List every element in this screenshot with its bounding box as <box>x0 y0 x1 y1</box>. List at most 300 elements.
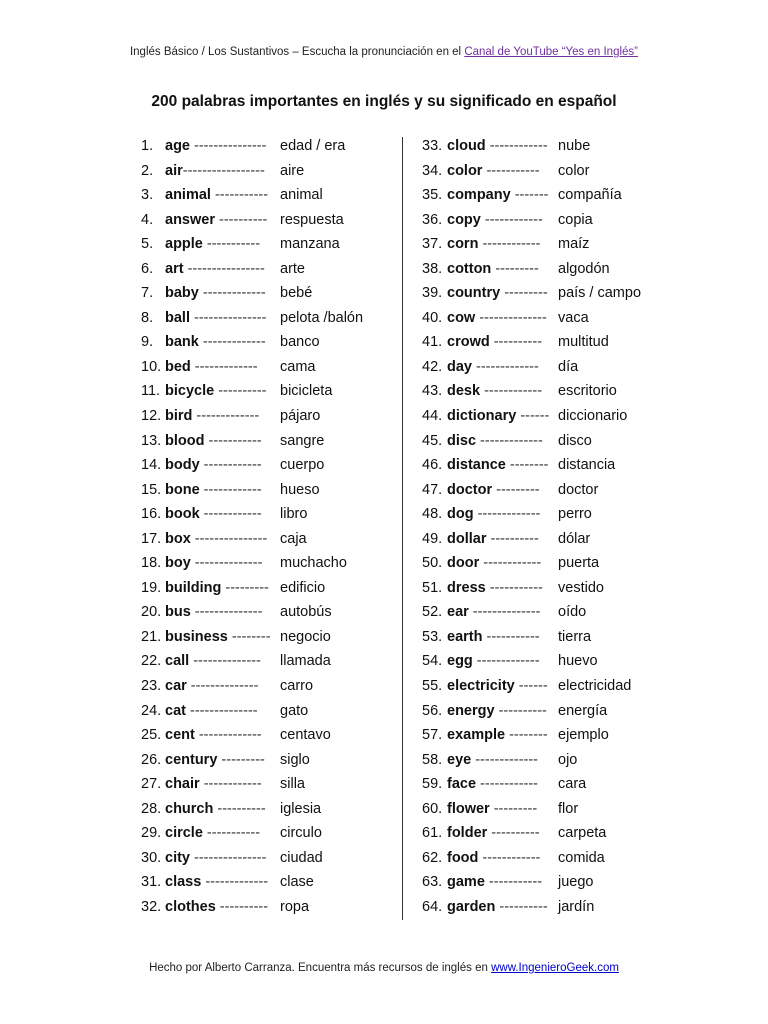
vocab-row <box>422 330 609 355</box>
vocab-separator: -------- <box>227 628 271 645</box>
vocab-word: body <box>165 457 200 474</box>
vocab-word: answer <box>165 211 215 228</box>
vocab-word: animal <box>165 187 211 204</box>
vocab-translation: carro <box>280 678 314 695</box>
vocab-word: energy <box>447 702 495 719</box>
vocab-number: 37. <box>422 236 443 253</box>
vocab-separator: ------------- <box>190 358 258 375</box>
vocab-row <box>422 821 607 846</box>
vocab-separator: ------------ <box>478 849 541 866</box>
vocab-translation: diccionario <box>558 408 628 425</box>
vocab-number: 56. <box>422 702 443 719</box>
vocab-separator: ----------------- <box>182 162 265 179</box>
vocab-separator: ------------- <box>476 432 543 449</box>
vocab-row <box>141 379 333 404</box>
vocab-word: box <box>165 530 191 547</box>
vocab-number: 6. <box>141 260 154 277</box>
vocab-separator: ------------ <box>478 236 541 253</box>
vocab-number: 17. <box>141 530 162 547</box>
vocab-number: 11. <box>141 383 161 400</box>
vocab-number: 22. <box>141 653 162 670</box>
vocab-row <box>141 576 326 601</box>
vocab-number: 47. <box>422 481 443 498</box>
vocab-word: cow <box>447 309 476 326</box>
vocab-separator: ------ <box>514 678 548 695</box>
vocab-number: 38. <box>422 260 443 277</box>
vocab-word: circle <box>165 825 203 842</box>
vocab-number: 25. <box>141 727 162 744</box>
vocab-translation: clase <box>280 874 314 891</box>
vocab-separator: -------------- <box>190 555 263 572</box>
vocab-row <box>422 429 592 454</box>
vocab-separator: -------------- <box>186 678 259 695</box>
vocab-word: boy <box>165 555 191 572</box>
vocab-row <box>422 551 600 576</box>
vocab-translation: bicicleta <box>280 383 333 400</box>
vocab-word: century <box>165 751 218 768</box>
vocab-number: 64. <box>422 898 443 915</box>
vocab-row <box>141 674 314 699</box>
vocab-translation: libro <box>280 506 308 523</box>
vocab-translation: llamada <box>280 653 331 670</box>
vocab-word: flower <box>447 800 490 817</box>
vocab-separator: ------------- <box>198 285 266 302</box>
vocab-row <box>422 208 593 233</box>
vocab-row <box>422 502 592 527</box>
vocab-translation: nube <box>558 138 591 154</box>
vocab-separator: ---------- <box>486 530 539 547</box>
vocab-translation: cama <box>280 358 316 375</box>
vocab-word: egg <box>447 653 473 670</box>
vocab-word: bed <box>165 358 191 375</box>
vocab-translation: energía <box>558 702 608 719</box>
vocab-row <box>141 134 346 159</box>
vocab-separator: ---------- <box>495 898 548 915</box>
vocab-separator: ---------- <box>215 898 269 915</box>
vocab-separator: --------- <box>217 751 265 768</box>
vocab-separator: ------------- <box>471 751 539 768</box>
vocab-translation: arte <box>280 260 305 277</box>
vocab-row <box>422 355 579 380</box>
vocab-number: 35. <box>422 187 443 204</box>
vocab-word: chair <box>165 776 200 793</box>
vocab-number: 46. <box>422 457 443 474</box>
vocab-row <box>141 330 320 355</box>
vocab-separator: ---------- <box>494 702 547 719</box>
vocab-number: 1. <box>141 138 154 154</box>
vocab-translation: copia <box>558 211 593 228</box>
vocab-translation: siglo <box>280 751 310 768</box>
vocab-word: ear <box>447 604 469 621</box>
vocab-word: color <box>447 162 483 179</box>
youtube-channel-link[interactable]: Canal de YouTube “Yes en Inglés” <box>464 46 639 58</box>
vocab-number: 57. <box>422 727 443 744</box>
page-footer <box>0 962 768 974</box>
vocab-word: face <box>447 776 477 793</box>
vocab-separator: ----------- <box>202 825 261 842</box>
vocab-number: 52. <box>422 604 443 621</box>
vocab-translation: cara <box>558 776 587 793</box>
vocab-translation: hueso <box>280 481 320 498</box>
vocab-separator: ---------- <box>214 211 268 228</box>
vocab-word: corn <box>447 236 479 253</box>
vocab-row <box>422 674 632 699</box>
vocab-word: day <box>447 358 472 375</box>
vocab-row <box>422 159 590 184</box>
vocab-separator: --------- <box>221 579 269 596</box>
vocab-word: example <box>447 727 506 744</box>
vocab-number: 60. <box>422 800 443 817</box>
vocab-number: 58. <box>422 751 443 768</box>
vocab-row <box>141 772 305 797</box>
page-title: 200 palabras importantes en inglés y su significado en español <box>151 93 617 110</box>
vocab-translation: distancia <box>558 457 616 474</box>
vocab-word: art <box>165 260 184 277</box>
vocab-row <box>141 748 310 773</box>
vocab-translation: iglesia <box>280 800 322 817</box>
vocab-translation: disco <box>558 432 592 449</box>
vocab-word: company <box>447 187 511 204</box>
vocab-separator: ------------- <box>472 358 539 375</box>
vocab-separator: ---------- <box>489 334 543 351</box>
vocab-translation: doctor <box>558 481 599 498</box>
vocab-separator: ------------- <box>472 653 540 670</box>
vocab-number: 12. <box>141 408 162 425</box>
vocab-word: desk <box>447 383 481 400</box>
vocab-word: bone <box>165 481 200 498</box>
vocab-row <box>422 478 599 503</box>
vocab-word: country <box>447 285 501 302</box>
vocab-word: ball <box>165 309 190 326</box>
vocab-row <box>422 649 598 674</box>
vocab-translation: huevo <box>558 653 598 670</box>
vocab-translation: caja <box>280 530 307 547</box>
vocab-row <box>141 208 344 233</box>
vocab-separator: ----------- <box>484 874 543 891</box>
vocab-translation: ciudad <box>280 849 323 866</box>
vocab-row <box>141 895 310 920</box>
vocab-number: 44. <box>422 408 443 425</box>
vocab-word: bicycle <box>165 383 215 400</box>
vocab-number: 34. <box>422 162 443 179</box>
vocab-row <box>422 281 642 306</box>
vocab-row <box>141 183 323 208</box>
vocab-separator: ---------- <box>214 383 267 400</box>
vocab-separator: ---------- <box>213 800 266 817</box>
vocab-row <box>141 502 308 527</box>
vocab-word: door <box>447 555 480 572</box>
vocab-word: city <box>165 849 190 866</box>
vocab-row <box>422 527 591 552</box>
vocab-translation: carpeta <box>558 825 607 842</box>
footer-text: Hecho por Alberto Carranza. Encuentra más recursos de inglés en <box>149 962 492 974</box>
vocab-word: call <box>165 653 190 670</box>
vocab-number: 7. <box>141 285 154 302</box>
vocab-row <box>141 625 331 650</box>
vocab-separator: ------ <box>516 408 550 425</box>
vocab-number: 41. <box>422 334 443 351</box>
column-divider <box>402 137 403 920</box>
vocab-number: 3. <box>141 187 154 204</box>
vocab-number: 15. <box>141 481 162 498</box>
vocab-translation: puerta <box>558 555 600 572</box>
vocab-row <box>141 649 331 674</box>
vocab-row <box>422 797 579 822</box>
vocab-separator: -------------- <box>468 604 541 621</box>
vocab-word: age <box>165 138 190 154</box>
vocab-number: 55. <box>422 678 443 695</box>
vocab-word: dog <box>447 506 474 523</box>
vocab-translation: ojo <box>558 751 578 768</box>
header-text: Inglés Básico / Los Sustantivos – Escucha la pronunciación en el <box>129 46 465 58</box>
vocab-translation: dólar <box>558 530 591 547</box>
vocab-list-left <box>141 134 364 920</box>
vocab-translation: pelota /balón <box>280 309 364 326</box>
vocab-translation: oído <box>558 604 587 621</box>
vocab-translation: ropa <box>280 898 310 915</box>
vocab-word: copy <box>447 211 481 228</box>
vocab-separator: -------- <box>505 727 548 744</box>
vocab-number: 54. <box>422 653 443 670</box>
vocab-number: 28. <box>141 800 162 817</box>
vocab-number: 42. <box>422 358 443 375</box>
vocab-word: business <box>165 628 228 645</box>
vocab-number: 32. <box>141 898 162 915</box>
vocab-separator: ------------ <box>480 383 543 400</box>
vocab-separator: ----------- <box>210 187 269 204</box>
vocab-translation: vestido <box>558 579 604 596</box>
vocab-translation: vaca <box>558 309 589 326</box>
vocab-row <box>141 551 347 576</box>
vocab-separator: -------------- <box>189 653 261 670</box>
vocab-number: 21. <box>141 628 162 645</box>
vocab-translation: circulo <box>280 825 322 842</box>
vocab-word: cotton <box>447 260 492 277</box>
vocab-row <box>422 232 590 257</box>
vocab-translation: cuerpo <box>280 457 325 474</box>
vocab-translation: centavo <box>280 727 331 744</box>
vocab-translation: país / campo <box>558 285 642 302</box>
vocab-separator: ------------ <box>480 211 543 228</box>
vocab-separator: ---------------- <box>183 260 265 277</box>
vocab-number: 31. <box>141 874 162 891</box>
vocab-separator: ------------- <box>194 727 262 744</box>
vocab-translation: gato <box>280 702 309 719</box>
vocab-translation: aire <box>280 162 305 179</box>
vocab-translation: escritorio <box>558 383 617 400</box>
vocab-row <box>422 306 589 331</box>
vocab-word: building <box>165 579 222 596</box>
vocab-separator: --------------- <box>190 138 267 154</box>
vocab-word: dollar <box>447 530 487 547</box>
vocab-row <box>422 600 587 625</box>
vocab-number: 59. <box>422 776 443 793</box>
vocab-row <box>141 453 325 478</box>
vocab-number: 13. <box>141 432 162 449</box>
vocab-translation: sangre <box>280 432 325 449</box>
vocab-separator: --------------- <box>189 309 267 326</box>
vocab-separator: ----------- <box>485 579 543 596</box>
vocab-row <box>422 379 617 404</box>
vocab-row <box>422 723 609 748</box>
vocab-separator: -------------- <box>190 604 263 621</box>
vocab-word: disc <box>447 432 477 449</box>
vocab-translation: ejemplo <box>558 727 609 744</box>
vocab-row <box>422 625 592 650</box>
vocab-word: dictionary <box>447 408 517 425</box>
vocab-row <box>141 281 313 306</box>
vocab-number: 48. <box>422 506 443 523</box>
vocab-number: 10. <box>141 358 162 375</box>
vocab-word: bus <box>165 604 191 621</box>
vocab-separator: --------- <box>489 800 538 817</box>
vocab-translation: manzana <box>280 236 340 253</box>
vocab-separator: --------- <box>500 285 548 302</box>
vocab-translation: muchacho <box>280 555 347 572</box>
vocab-number: 23. <box>141 678 162 695</box>
vocab-number: 27. <box>141 776 162 793</box>
vocab-translation: multitud <box>558 334 609 351</box>
vocab-separator: ------------ <box>479 555 542 572</box>
vocab-separator: ------------ <box>485 138 548 154</box>
vocab-row <box>141 232 340 257</box>
vocab-separator: ------------- <box>198 334 266 351</box>
vocab-row <box>422 453 616 478</box>
vocab-word: crowd <box>447 334 490 351</box>
vocab-word: eye <box>447 751 472 768</box>
vocab-row <box>141 306 364 331</box>
vocab-separator: -------------- <box>475 309 547 326</box>
vocab-word: bank <box>165 334 199 351</box>
vocab-separator: ----------- <box>204 432 262 449</box>
vocab-number: 40. <box>422 309 443 326</box>
vocab-translation: tierra <box>558 628 592 645</box>
vocab-number: 26. <box>141 751 162 768</box>
vocab-row <box>422 576 604 601</box>
vocab-number: 4. <box>141 211 154 228</box>
vocab-row <box>141 478 320 503</box>
vocab-word: clothes <box>165 898 216 915</box>
vocab-number: 19. <box>141 579 162 596</box>
vocab-number: 14. <box>141 457 162 474</box>
vocab-word: game <box>447 874 485 891</box>
vocab-translation: bebé <box>280 285 313 302</box>
vocab-word: cent <box>165 727 195 744</box>
vocab-word: air <box>165 162 183 179</box>
vocab-separator: --------- <box>492 481 540 498</box>
vocab-row <box>141 797 322 822</box>
vocab-row <box>141 404 321 429</box>
vocab-translation: electricidad <box>558 678 632 695</box>
vocab-word: doctor <box>447 481 493 498</box>
vocab-row <box>422 404 628 429</box>
vocab-translation: animal <box>280 187 323 204</box>
vocab-word: class <box>165 874 202 891</box>
vocab-row <box>422 134 591 159</box>
vocab-number: 51. <box>422 579 443 596</box>
vocab-word: garden <box>447 898 496 915</box>
vocab-translation: jardín <box>558 898 595 915</box>
vocab-row <box>422 699 608 724</box>
page-header <box>0 46 768 58</box>
vocab-row <box>141 355 316 380</box>
vocab-word: car <box>165 678 187 695</box>
vocab-number: 63. <box>422 874 443 891</box>
vocab-translation: negocio <box>280 628 331 645</box>
vocab-number: 50. <box>422 555 443 572</box>
vocab-word: food <box>447 849 479 866</box>
vocab-separator: ------------- <box>201 874 269 891</box>
vocab-number: 20. <box>141 604 162 621</box>
vocab-separator: -------------- <box>185 702 258 719</box>
vocab-number: 62. <box>422 849 443 866</box>
vocab-row <box>141 846 323 871</box>
vocab-separator: --------- <box>491 260 539 277</box>
vocab-word: bird <box>165 408 193 425</box>
vocab-row <box>422 846 605 871</box>
vocab-word: apple <box>165 236 203 253</box>
vocab-translation: banco <box>280 334 320 351</box>
vocab-separator: ------------- <box>192 408 260 425</box>
vocab-translation: maíz <box>558 236 590 253</box>
vocab-number: 8. <box>141 309 154 326</box>
vocab-number: 61. <box>422 825 443 842</box>
website-link[interactable]: www.IngenieroGeek.com <box>491 962 619 974</box>
vocab-separator: ------------ <box>199 481 262 498</box>
vocab-separator: ------------ <box>199 506 262 523</box>
vocab-translation: compañía <box>558 187 622 204</box>
vocab-row <box>422 183 622 208</box>
vocab-translation: día <box>558 358 579 375</box>
vocab-translation: edad / era <box>280 138 346 154</box>
vocab-separator: ----------- <box>202 236 261 253</box>
vocab-separator: ------- <box>510 187 549 204</box>
vocab-translation: juego <box>558 874 594 891</box>
vocab-number: 39. <box>422 285 443 302</box>
vocab-translation: edificio <box>280 579 326 596</box>
vocab-word: cat <box>165 702 186 719</box>
vocab-separator: --------------- <box>190 530 268 547</box>
vocab-number: 16. <box>141 506 162 523</box>
vocab-translation: autobús <box>280 604 332 621</box>
vocab-word: distance <box>447 457 506 474</box>
vocab-word: cloud <box>447 138 486 154</box>
vocab-row <box>141 527 307 552</box>
vocab-word: church <box>165 800 214 817</box>
vocab-separator: ---------- <box>487 825 540 842</box>
vocab-separator: ------------ <box>199 457 262 474</box>
vocab-translation: color <box>558 162 590 179</box>
vocab-translation: flor <box>558 800 579 817</box>
vocab-number: 24. <box>141 702 162 719</box>
vocab-word: electricity <box>447 678 515 695</box>
vocab-word: folder <box>447 825 488 842</box>
vocab-list-right <box>422 134 642 920</box>
vocab-word: baby <box>165 285 199 302</box>
vocab-translation: algodón <box>558 260 610 277</box>
vocab-number: 29. <box>141 825 162 842</box>
vocab-number: 30. <box>141 849 162 866</box>
vocab-row <box>141 429 325 454</box>
vocab-translation: comida <box>558 849 605 866</box>
vocab-number: 43. <box>422 383 443 400</box>
vocab-word: blood <box>165 432 205 449</box>
vocab-row <box>141 257 305 282</box>
vocab-translation: respuesta <box>280 211 344 228</box>
vocab-number: 45. <box>422 432 443 449</box>
vocab-row <box>422 772 587 797</box>
vocab-number: 5. <box>141 236 154 253</box>
